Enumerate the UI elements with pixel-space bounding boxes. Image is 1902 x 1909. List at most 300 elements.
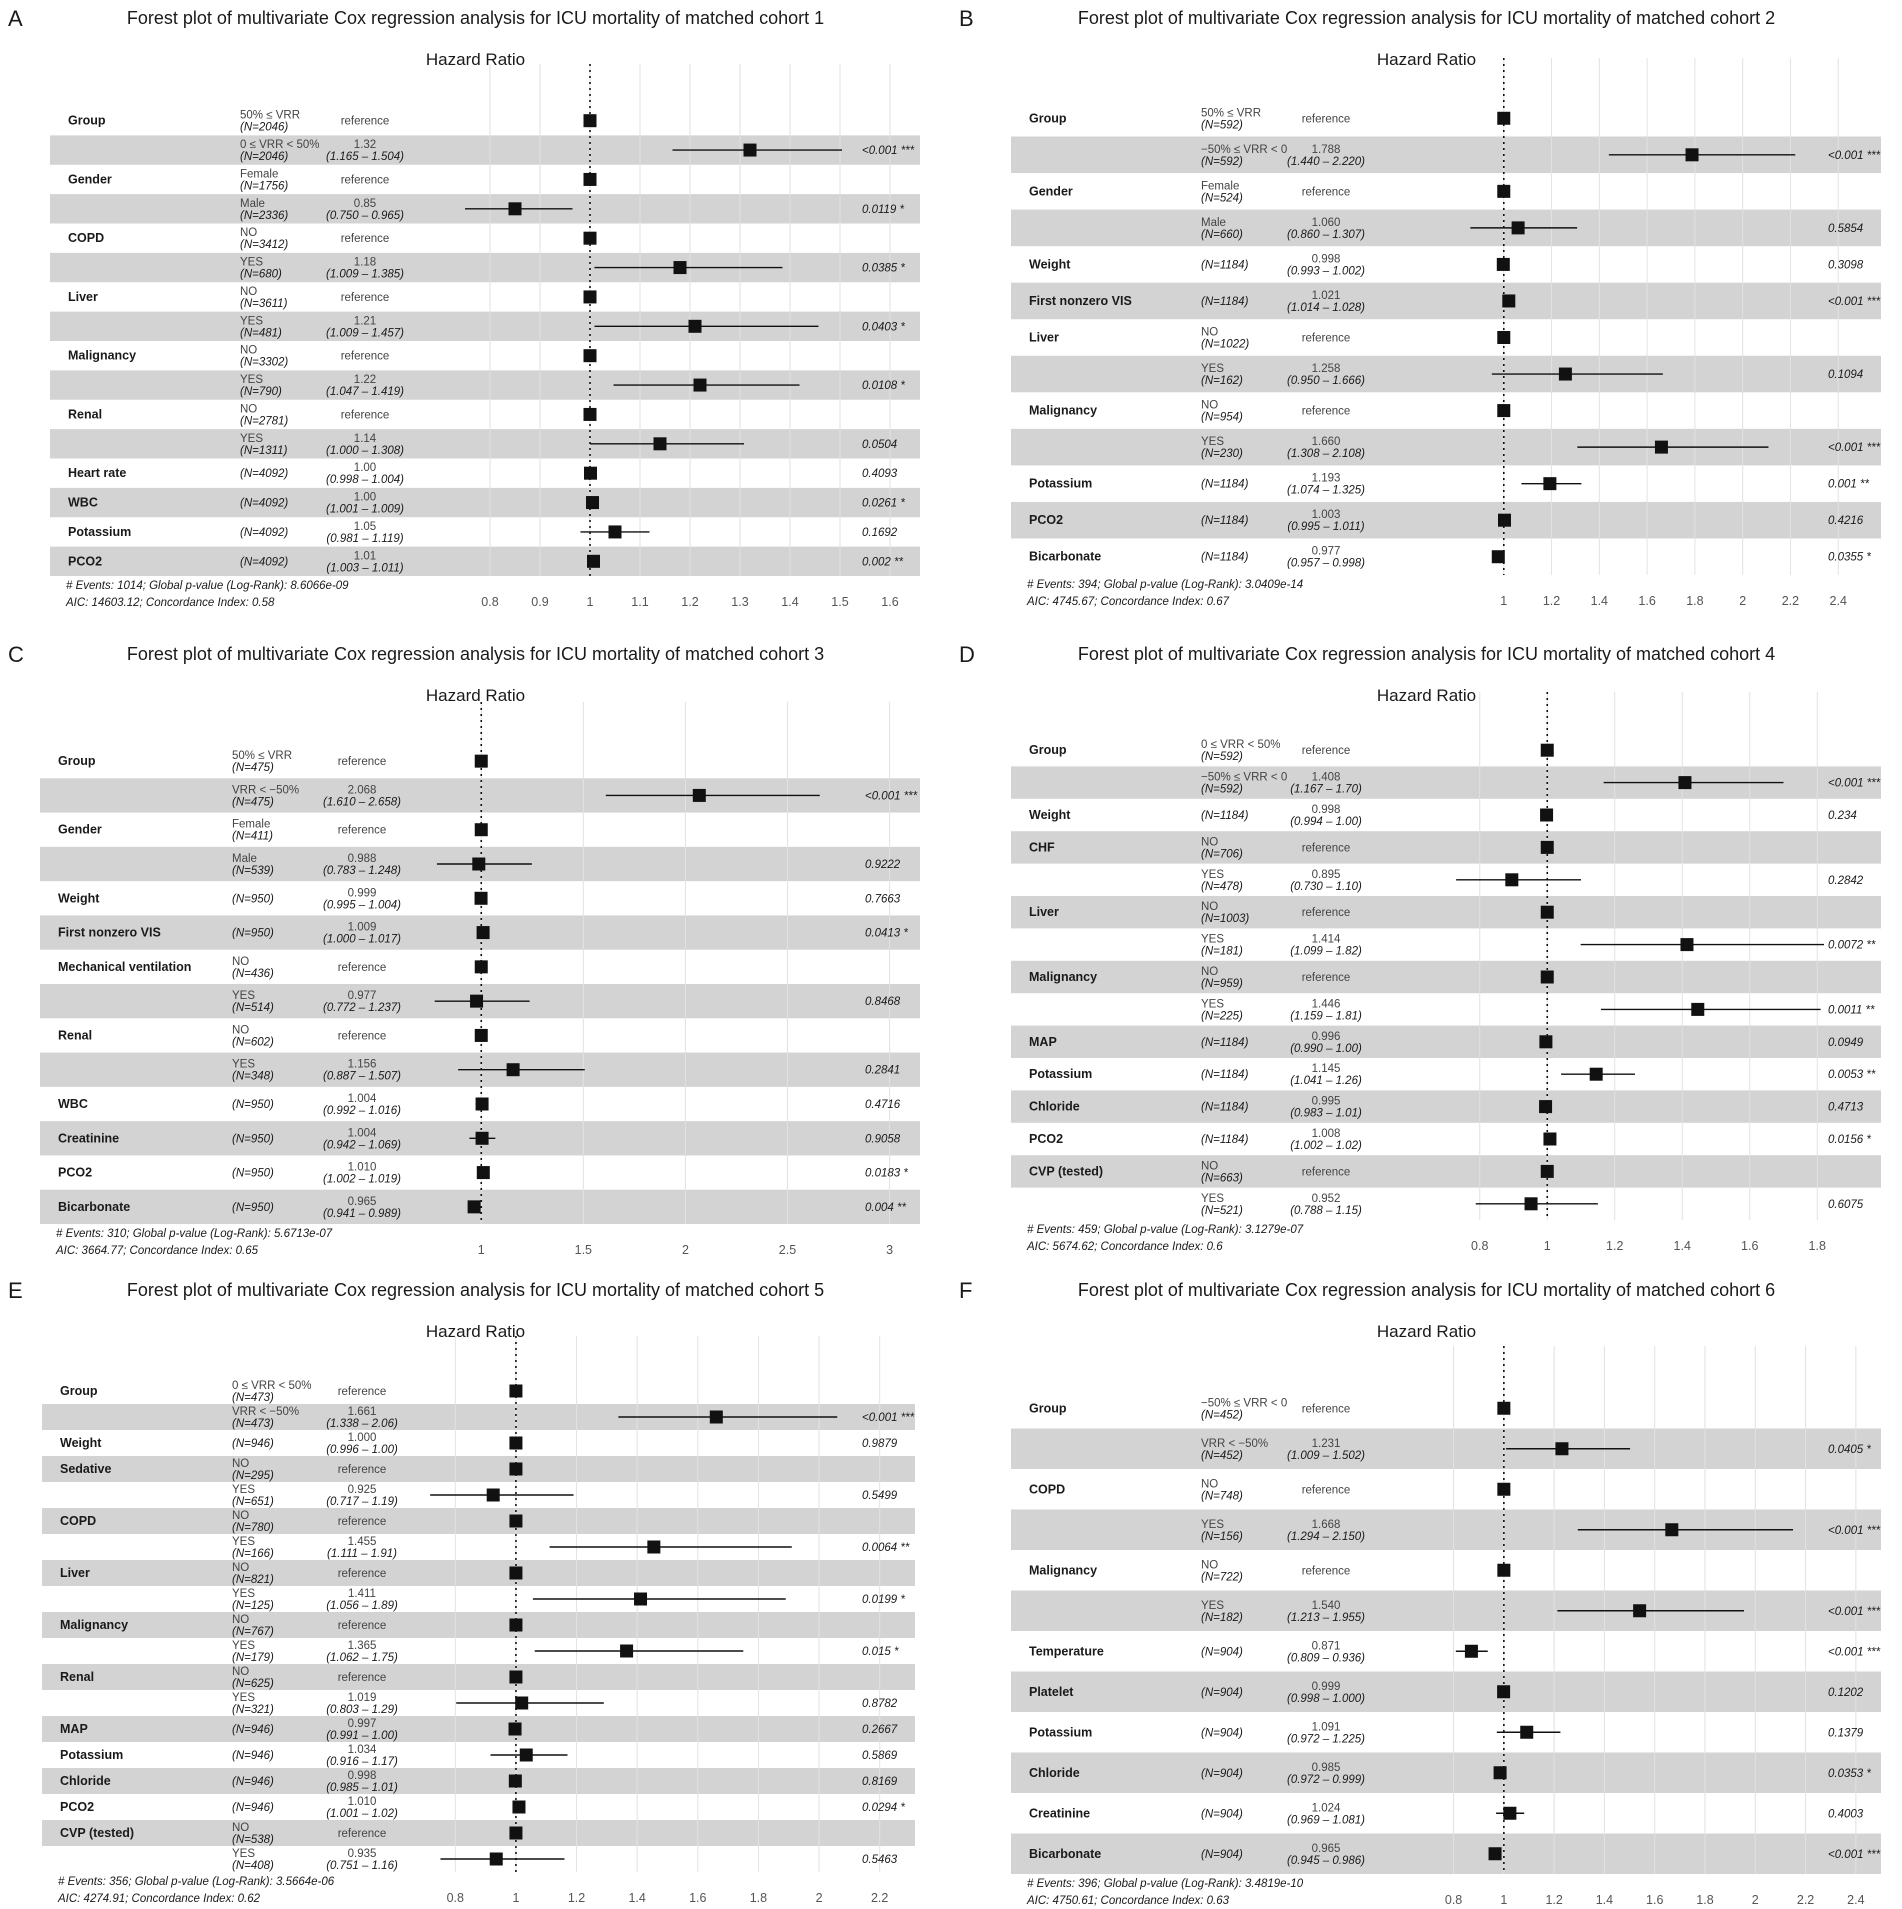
variable-label: CHF: [1029, 840, 1055, 855]
n-label: (N=514): [232, 1002, 274, 1015]
p-value-label: <0.001 ***: [862, 145, 915, 158]
estimate-label: 1.258: [1311, 363, 1341, 376]
level-label: YES: [1201, 436, 1225, 449]
forest-row: [68, 110, 597, 134]
forest-row: [58, 1162, 908, 1186]
hazard-ratio-point: [509, 202, 522, 215]
x-tick-label: 2: [1751, 1893, 1759, 1907]
estimate-label: 1.14: [353, 432, 377, 445]
estimate-label: 0.998: [1311, 804, 1341, 816]
ci-label: (0.916 – 1.17): [326, 1756, 398, 1768]
row-band: [42, 1456, 915, 1482]
n-label: (N=651): [232, 1496, 274, 1508]
p-value-label: <0.001 ***: [1828, 777, 1881, 790]
x-tick-label: 0.8: [446, 1891, 465, 1905]
x-tick-label: 1.4: [1673, 1239, 1691, 1253]
row-band: [1011, 961, 1881, 993]
estimate-label: 1.004: [347, 1127, 377, 1140]
p-value-label: 0.9222: [865, 859, 901, 871]
estimate-label: reference: [1301, 1565, 1351, 1578]
level-label: NO: [1201, 399, 1219, 412]
variable-label: Potassium: [1029, 1067, 1093, 1082]
p-value-label: 0.0355 *: [1828, 551, 1871, 564]
level-label: YES: [232, 1484, 256, 1496]
x-tick-label: 1.2: [1542, 594, 1561, 608]
estimate-label: reference: [337, 824, 387, 837]
variable-label: Temperature: [1029, 1644, 1104, 1659]
p-value-label: 0.0385 *: [862, 262, 905, 275]
n-label: (N=706): [1201, 848, 1243, 861]
forest-row: [68, 521, 898, 545]
level-label: NO: [1201, 901, 1219, 914]
hazard-ratio-point: [1512, 221, 1525, 234]
forest-row: [1029, 400, 1510, 424]
ci-label: (0.969 – 1.081): [1286, 1814, 1366, 1827]
n-label: (N=821): [232, 1574, 274, 1586]
hazard-ratio-point: [609, 525, 622, 538]
hazard-ratio-point: [472, 858, 485, 871]
x-tick-label: 1: [586, 595, 594, 609]
estimate-label: 0.985: [1311, 1761, 1341, 1774]
forest-row: [68, 345, 597, 369]
estimate-label: 0.965: [1311, 1842, 1341, 1855]
footer-aic: AIC: 5674.62; Concordance Index: 0.6: [1027, 1241, 1223, 1253]
x-tick-label: 1.2: [681, 595, 699, 609]
p-value-label: 0.0072 **: [1828, 939, 1876, 952]
forest-row: [1029, 1063, 1876, 1087]
ci-label: (1.041 – 1.26): [1290, 1075, 1362, 1088]
ci-label: (1.213 – 1.955): [1286, 1611, 1366, 1624]
estimate-label: 1.408: [1311, 771, 1341, 784]
forest-row: [232, 1640, 899, 1664]
level-label: YES: [232, 1848, 256, 1860]
forest-row: [58, 887, 901, 911]
forest-row: [1201, 1193, 1864, 1217]
x-tick-label: 1: [1500, 1893, 1508, 1907]
estimate-label: 0.988: [347, 853, 377, 865]
forest-row: [232, 1848, 898, 1872]
estimate-label: reference: [340, 409, 390, 422]
hazard-ratio-point: [1665, 1523, 1678, 1536]
n-label: (N=950): [232, 893, 274, 906]
level-label: YES: [232, 1536, 256, 1548]
hazard-ratio-point: [490, 1853, 503, 1866]
footer-events: # Events: 396; Global p-value (Log-Rank): 3.4819e-10: [1027, 1878, 1304, 1890]
estimate-label: 1.003: [1311, 509, 1341, 522]
variable-label: Gender: [58, 822, 102, 837]
forest-row: [1201, 869, 1864, 893]
forest-row: [232, 1484, 898, 1508]
x-tick-label: 2.2: [870, 1891, 889, 1905]
p-value-label: <0.001 ***: [1828, 1646, 1881, 1659]
level-label: Male: [232, 853, 257, 865]
level-label: NO: [240, 227, 258, 240]
variable-label: Gender: [1029, 184, 1073, 199]
x-tick-label: 0.8: [1444, 1893, 1463, 1907]
variable-label: Group: [1029, 1401, 1067, 1416]
footer-events: # Events: 310; Global p-value (Log-Rank): 5.6713e-07: [56, 1228, 333, 1240]
n-label: (N=950): [232, 1099, 274, 1111]
variable-label: Renal: [68, 407, 103, 422]
level-label: NO: [232, 955, 250, 968]
n-label: (N=592): [1201, 155, 1243, 168]
hazard-ratio-point: [1680, 938, 1693, 951]
level-label: YES: [1201, 998, 1225, 1011]
hazard-ratio-point: [1541, 744, 1554, 757]
level-label: YES: [1201, 1599, 1225, 1612]
n-label: (N=4092): [240, 556, 289, 569]
n-label: (N=660): [1201, 228, 1243, 241]
forest-row: [1029, 107, 1510, 131]
estimate-label: reference: [1301, 972, 1351, 984]
forest-row: [1029, 546, 1871, 570]
level-label: 0 ≤ VRR < 50%: [232, 1380, 312, 1392]
variable-label: Liver: [1029, 330, 1059, 345]
level-label: YES: [1201, 1518, 1225, 1531]
p-value-label: <0.001 ***: [862, 1412, 915, 1424]
n-label: (N=946): [232, 1802, 274, 1814]
hazard-ratio-point: [509, 1463, 522, 1476]
level-label: NO: [240, 344, 258, 357]
x-tick-label: 1.6: [1741, 1239, 1759, 1253]
row-band: [1011, 1834, 1881, 1875]
ci-label: (0.983 – 1.01): [1290, 1107, 1362, 1120]
n-label: (N=4092): [240, 468, 289, 481]
p-value-label: 0.9058: [865, 1133, 901, 1146]
hazard-ratio-point: [1541, 1165, 1554, 1178]
row-band: [1011, 831, 1881, 863]
x-tick-label: 1: [1543, 1239, 1551, 1253]
forest-row: [1029, 804, 1857, 828]
hazard-ratio-point: [620, 1645, 633, 1658]
variable-label: CVP (tested): [60, 1826, 135, 1840]
variable-label: MAP: [60, 1722, 88, 1736]
x-tick-label: 1.8: [749, 1891, 768, 1905]
n-label: (N=722): [1201, 1571, 1243, 1584]
ci-label: (1.000 – 1.017): [322, 933, 402, 946]
n-label: (N=166): [232, 1548, 274, 1560]
variable-label: Weight: [60, 1436, 102, 1450]
level-label: Male: [1201, 216, 1226, 229]
hazard-ratio-point: [647, 1541, 660, 1554]
p-value-label: 0.4093: [862, 468, 898, 481]
estimate-label: reference: [337, 1672, 387, 1684]
level-label: YES: [1201, 933, 1225, 946]
hazard-ratio-point: [1540, 809, 1553, 822]
forest-row: [68, 227, 597, 251]
p-value-label: 0.004 **: [865, 1201, 906, 1214]
ci-label: (0.981 – 1.119): [326, 532, 404, 545]
footer-events: # Events: 1014; Global p-value (Log-Rank): 8.6066e-09: [66, 580, 349, 592]
variable-label: Malignancy: [68, 348, 137, 363]
hazard-ratio-point: [1541, 906, 1554, 919]
ci-label: (0.972 – 0.999): [1286, 1773, 1366, 1786]
n-label: (N=478): [1201, 880, 1243, 893]
panel-letter: F: [959, 1278, 973, 1303]
level-label: NO: [232, 1822, 250, 1834]
hazard-ratio-point: [487, 1489, 500, 1502]
row-band: [42, 1560, 915, 1586]
panel-title: Forest plot of multivariate Cox regression analysis for ICU mortality of matched cohort 2: [1077, 8, 1776, 28]
ci-label: (0.995 – 1.004): [322, 899, 402, 912]
n-label: (N=475): [232, 796, 274, 809]
p-value-label: 0.5869: [862, 1750, 898, 1762]
n-label: (N=481): [240, 327, 282, 340]
variable-label: Liver: [60, 1566, 90, 1580]
variable-label: Chloride: [1029, 1765, 1080, 1780]
level-label: 50% ≤ VRR: [240, 109, 300, 122]
row-band: [1011, 1155, 1881, 1187]
x-tick-label: 1.2: [1545, 1893, 1563, 1907]
ci-label: (1.009 – 1.385): [325, 268, 405, 281]
row-band: [1011, 896, 1881, 928]
ci-label: (0.957 – 0.998): [1286, 557, 1366, 570]
hazard-ratio-point: [654, 437, 667, 450]
row-band: [1011, 210, 1881, 247]
n-label: (N=592): [1201, 751, 1243, 764]
level-label: NO: [240, 403, 258, 416]
estimate-label: 1.231: [1311, 1437, 1341, 1450]
forest-plot-svg: [0, 0, 951, 636]
p-value-label: 0.001 **: [1828, 478, 1869, 491]
panel-letter: A: [8, 6, 23, 31]
hazard-ratio-point: [1489, 1847, 1502, 1860]
row-band: [1011, 1753, 1881, 1794]
x-tick-label: 1: [477, 1243, 485, 1257]
p-value-label: 0.234: [1828, 810, 1857, 822]
level-label: 50% ≤ VRR: [1201, 107, 1261, 120]
panel-title: Forest plot of multivariate Cox regression analysis for ICU mortality of matched cohort 6: [1077, 1280, 1776, 1300]
ci-label: (1.111 – 1.91): [327, 1548, 397, 1560]
forest-row: [58, 750, 488, 774]
forest-panel-d: [951, 636, 1902, 1272]
ci-label: (1.062 – 1.75): [326, 1652, 398, 1664]
p-value-label: 0.0949: [1828, 1036, 1864, 1049]
x-tick-label: 1.8: [1808, 1239, 1826, 1253]
variable-label: Creatinine: [1029, 1806, 1091, 1821]
variable-label: Group: [58, 754, 96, 769]
hazard-ratio-label: Hazard Ratio: [425, 50, 526, 69]
estimate-label: 0.965: [347, 1195, 377, 1208]
variable-label: Sedative: [60, 1462, 112, 1476]
p-value-label: 0.0183 *: [865, 1167, 908, 1180]
level-label: NO: [1201, 1559, 1219, 1572]
forest-row: [58, 819, 488, 843]
hazard-ratio-point: [1539, 1035, 1552, 1048]
n-label: (N=181): [1201, 945, 1243, 958]
estimate-label: 1.00: [353, 462, 377, 475]
forest-row: [1029, 1559, 1510, 1583]
level-label: Male: [240, 197, 265, 210]
estimate-label: 1.21: [353, 315, 377, 328]
estimate-label: reference: [1301, 405, 1351, 418]
p-value-label: 0.4216: [1828, 515, 1864, 528]
footer-aic: AIC: 3664.77; Concordance Index: 0.65: [56, 1245, 259, 1257]
forest-row: [1201, 934, 1876, 958]
ci-label: (0.995 – 1.011): [1287, 521, 1365, 534]
ci-label: (1.338 – 2.06): [326, 1418, 398, 1430]
n-label: (N=182): [1201, 1611, 1243, 1624]
variable-label: Potassium: [1029, 476, 1093, 491]
estimate-label: 1.008: [1311, 1128, 1341, 1140]
ci-label: (0.730 – 1.10): [1290, 880, 1362, 893]
variable-label: COPD: [60, 1514, 97, 1528]
hazard-ratio-point: [468, 1200, 481, 1213]
hazard-ratio-point: [509, 1437, 522, 1450]
forest-row: [232, 1692, 898, 1716]
estimate-label: reference: [1301, 332, 1351, 345]
x-tick-label: 1.8: [1696, 1893, 1714, 1907]
hazard-ratio-point: [1655, 441, 1668, 454]
hazard-ratio-point: [1503, 1807, 1516, 1820]
n-label: (N=1003): [1201, 913, 1250, 926]
n-label: (N=946): [232, 1724, 274, 1736]
p-value-label: 0.3098: [1828, 259, 1864, 272]
estimate-label: reference: [1301, 1484, 1351, 1497]
level-label: YES: [240, 374, 264, 387]
hazard-ratio-point: [475, 1029, 488, 1042]
variable-label: Liver: [1029, 905, 1059, 920]
p-value-label: 0.5854: [1828, 222, 1864, 235]
hazard-ratio-point: [1497, 1564, 1510, 1577]
p-value-label: 0.2841: [865, 1064, 901, 1077]
forest-panel-f: [951, 1272, 1902, 1908]
variable-label: Bicarbonate: [1029, 549, 1102, 564]
level-label: NO: [240, 285, 258, 298]
variable-label: Weight: [58, 891, 100, 906]
p-value-label: 0.0119 *: [862, 203, 904, 216]
estimate-label: 1.010: [347, 1796, 377, 1808]
p-value-label: 0.0108 *: [862, 380, 905, 393]
variable-label: First nonzero VIS: [1029, 293, 1132, 308]
n-label: (N=946): [232, 1750, 274, 1762]
n-label: (N=1184): [1201, 1036, 1249, 1049]
n-label: (N=1184): [1201, 259, 1249, 272]
hazard-ratio-point: [477, 1166, 490, 1179]
forest-row: [68, 462, 898, 486]
row-band: [1011, 283, 1881, 320]
variable-label: Malignancy: [1029, 970, 1098, 984]
hazard-ratio-label: Hazard Ratio: [425, 1322, 526, 1341]
hazard-ratio-point: [1543, 1133, 1556, 1146]
n-label: (N=950): [232, 927, 274, 940]
estimate-label: 0.995: [1311, 1095, 1341, 1108]
level-label: VRR < −50%: [232, 784, 300, 797]
estimate-label: reference: [337, 1030, 387, 1043]
estimate-label: reference: [1301, 842, 1351, 855]
row-band: [1011, 502, 1881, 539]
n-label: (N=539): [232, 865, 274, 877]
p-value-label: 0.2842: [1828, 874, 1864, 887]
estimate-label: 0.895: [1311, 868, 1341, 881]
n-label: (N=2336): [240, 209, 289, 222]
x-tick-label: 2.2: [1796, 1893, 1815, 1907]
hazard-ratio-point: [1502, 294, 1515, 307]
hazard-ratio-point: [509, 1671, 522, 1684]
n-label: (N=625): [232, 1678, 274, 1690]
estimate-label: 1.05: [353, 520, 377, 533]
n-label: (N=162): [1201, 375, 1243, 388]
n-label: (N=436): [232, 967, 274, 980]
estimate-label: reference: [337, 1386, 387, 1398]
p-value-label: 0.4716: [865, 1099, 901, 1111]
estimate-label: 0.925: [347, 1484, 377, 1496]
estimate-label: reference: [337, 961, 387, 974]
p-value-label: 0.4713: [1828, 1101, 1864, 1114]
row-band: [42, 1768, 915, 1794]
ci-label: (0.992 – 1.016): [322, 1105, 402, 1117]
x-tick-label: 2.2: [1781, 594, 1800, 608]
hazard-ratio-point: [744, 144, 757, 157]
footer-aic: AIC: 4274.91; Concordance Index: 0.62: [58, 1893, 261, 1905]
x-tick-label: 1.4: [628, 1891, 646, 1905]
ci-label: (0.809 – 0.936): [1286, 1652, 1366, 1665]
x-tick-label: 3: [886, 1243, 894, 1257]
n-label: (N=663): [1201, 1172, 1243, 1185]
x-tick-label: 1.3: [731, 595, 749, 609]
n-label: (N=473): [232, 1392, 274, 1404]
variable-label: Group: [1029, 743, 1067, 758]
estimate-label: 1.024: [1311, 1802, 1341, 1815]
estimate-label: 0.996: [1311, 1030, 1341, 1043]
hazard-ratio-point: [1497, 1685, 1510, 1698]
p-value-label: 0.5499: [862, 1490, 898, 1502]
forest-panel-a: [0, 0, 951, 636]
ci-label: (0.788 – 1.15): [1290, 1204, 1362, 1217]
p-value-label: 0.8782: [862, 1698, 898, 1710]
variable-label: WBC: [68, 495, 98, 510]
estimate-label: 1.034: [347, 1744, 377, 1756]
ci-label: (0.993 – 1.002): [1286, 265, 1366, 278]
hazard-ratio-point: [476, 1098, 489, 1111]
ci-label: (1.056 – 1.89): [326, 1600, 398, 1612]
n-label: (N=1184): [1201, 478, 1249, 491]
variable-label: First nonzero VIS: [58, 925, 161, 940]
n-label: (N=1184): [1201, 1134, 1249, 1146]
hazard-ratio-label: Hazard Ratio: [1376, 1322, 1477, 1341]
forest-row: [68, 286, 597, 310]
variable-label: Creatinine: [58, 1131, 120, 1146]
n-label: (N=1184): [1201, 810, 1249, 822]
level-label: NO: [232, 1458, 250, 1470]
estimate-label: 1.661: [347, 1406, 377, 1418]
estimate-label: reference: [1301, 113, 1351, 126]
hazard-ratio-point: [1497, 331, 1510, 344]
hazard-ratio-point: [634, 1593, 647, 1606]
n-label: (N=1184): [1201, 515, 1249, 528]
n-label: (N=156): [1201, 1530, 1243, 1543]
ci-label: (1.159 – 1.81): [1290, 1010, 1362, 1023]
row-band: [1011, 1429, 1881, 1470]
hazard-ratio-point: [470, 995, 483, 1008]
estimate-label: 1.060: [1311, 216, 1341, 229]
x-tick-label: 1.4: [1590, 594, 1609, 608]
level-label: −50% ≤ VRR < 0: [1201, 1397, 1288, 1410]
level-label: Female: [1201, 180, 1240, 193]
variable-label: PCO2: [68, 554, 103, 569]
level-label: YES: [1201, 363, 1225, 376]
forest-row: [1029, 473, 1869, 497]
p-value-label: <0.001 ***: [1828, 1605, 1881, 1618]
row-band: [42, 1508, 915, 1534]
hazard-ratio-point: [1498, 514, 1511, 527]
forest-plot-svg: [0, 636, 951, 1272]
level-label: VRR < −50%: [1201, 1437, 1269, 1450]
ci-label: (1.099 – 1.82): [1290, 945, 1362, 958]
hazard-ratio-label: Hazard Ratio: [1376, 686, 1477, 705]
x-tick-label: 1.2: [567, 1891, 586, 1905]
forest-row: [1029, 1721, 1864, 1745]
